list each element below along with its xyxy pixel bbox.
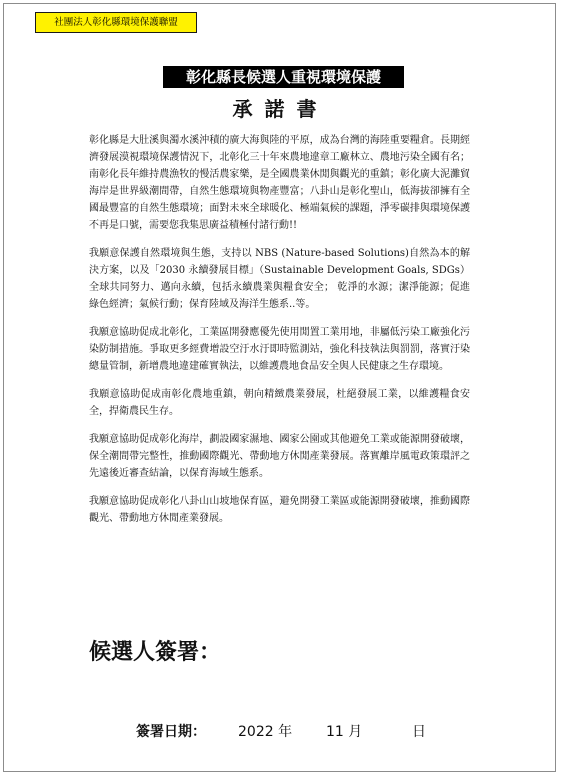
date-label: 簽署日期： bbox=[136, 724, 206, 740]
document-title: 承諾書 bbox=[232, 97, 329, 121]
organization-badge: 社團法人彰化縣環境保護聯盟 bbox=[35, 12, 197, 33]
paragraph-north-changhua: 我願意協助促成北彰化，工業區開發應優先使用閒置工業用地，非屬低污染工廠強化污染防制措施。爭取更多經費增設空汙水汙即時監測站，強化科技執法與罰罰，落實汙染總量管制，新增農地違建確實執法，以維護農地食品安全與人民健康之生存環境。 bbox=[89, 327, 470, 372]
pledge-body bbox=[89, 132, 470, 538]
paragraph-south-changhua: 我願意協助促成南彰化農地重鎮，朝向精緻農業發展，杜絕發展工業，以維護糧食安全，捍衛農民生存。 bbox=[89, 389, 470, 417]
signature-date-row bbox=[136, 720, 436, 744]
date-day: 日 bbox=[412, 724, 426, 740]
paragraph-bagua-mountain: 我願意協助促成彰化八卦山山坡地保育區，避免開發工業區或能源開發破壞，推動國際觀光、帶動地方休閒產業發展。 bbox=[89, 496, 470, 524]
date-month: 11 月 bbox=[326, 724, 363, 740]
paragraph-coast: 我願意協助促成彰化海岸，劃設國家濕地、國家公園或其他避免工業或能源開發破壞，保全潮間帶完整性，推動國際觀光、帶動地方休閒產業發展。落實離岸風電政策環評之先遠後近審查結論，以保育海域生態系。 bbox=[89, 434, 470, 479]
candidate-signature-label: 候選人簽署： bbox=[89, 639, 222, 665]
paragraph-nature-solutions: 我願意保護自然環境與生態，支持以 NBS (Nature-based Solutions)自然為本的解決方案，以及「2030 永續發展目標」（Sustainable Development Goals, SDGs）全球共同努力、邁向永續，包括永續農業與糧食安全； 乾淨的水源；潔淨能源；促進綠色經濟；氣候行動；保育陸域及海洋生態系..等。 bbox=[89, 248, 470, 310]
paragraph-intro: 彰化縣是大肚溪與濁水溪沖積的廣大海與陸的平原，成為台灣的海陸重要糧倉。長期經濟發展漠視環境保護情況下，北彰化三十年來農地違章工廠林立、農地污染全國有名；南彰化長年維持農漁牧的慢活農家樂，是全國農業休閒與觀光的重鎮；彰化廣大泥灘貿海岸是世界級潮間帶，自然生態環境與物產豐富；八卦山是彰化聖山，低海拔卻擁有全國最豐富的自然生態環境；面對未來全球暖化、極端氣候的課題，淨零碳排與環境保護不再是口號，需要您我集思廣益積極付諸行動!! bbox=[89, 135, 470, 231]
date-year: 2022 年 bbox=[238, 724, 293, 740]
headline-banner: 彰化縣長候選人重視環境保護 bbox=[163, 66, 404, 88]
